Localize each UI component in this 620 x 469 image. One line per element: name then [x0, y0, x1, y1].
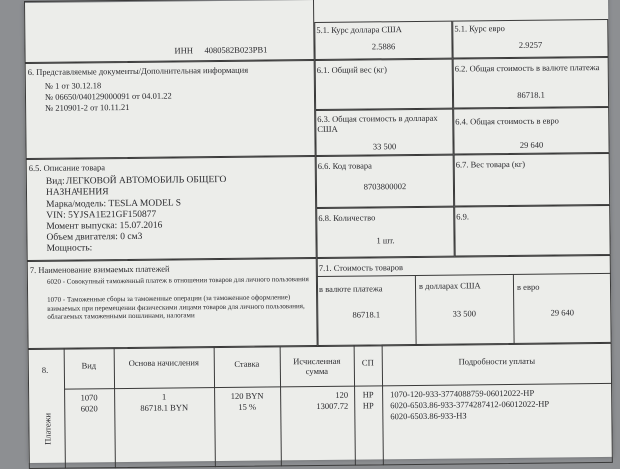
- payment-row-1-rate: 120 BYN: [230, 390, 264, 401]
- payments-description-6020: 6020 - Совокупный таможенный платеж в отношении товаров для личного пользования: [46, 275, 309, 286]
- payments-header-base: Основа начисления: [128, 357, 199, 368]
- payment-row-1-base: 1: [161, 391, 167, 402]
- goods-cost-currency-value: 86718.1: [352, 309, 381, 320]
- total-cost-value: 86718.1: [517, 89, 545, 100]
- payments-header-sum: Исчисленная сумма: [293, 355, 341, 377]
- goods-vin: VIN: 5YJSA1E21GF150877: [46, 209, 157, 221]
- documents-label: 6. Представляемые документы/Дополнительная информация: [27, 64, 249, 78]
- payment-row-1-sum: 120: [335, 389, 349, 400]
- total-weight-label: 6.1. Общий вес (кг): [316, 64, 388, 75]
- payment-row-2-sum: 13007.72: [316, 400, 349, 412]
- goods-release: Момент выпуска: 15.07.2016: [46, 220, 163, 232]
- cost-usd-value: 33 500: [372, 141, 397, 152]
- usd-rate-value: 2.5886: [371, 41, 396, 52]
- document-line-3: № 210901-2 от 10.11.21: [45, 101, 130, 113]
- payment-row-2-rate: 15 %: [238, 401, 257, 412]
- eur-rate-value: 2.9257: [518, 39, 543, 50]
- goods-kind: ЛЕГКОВОЙ АВТОМОБИЛЬ ОБЩЕГО: [65, 174, 227, 187]
- goods-power: Мощность:: [46, 243, 93, 254]
- payments-section-number: 8.: [41, 364, 49, 375]
- payments-header-type: Вид: [81, 360, 97, 371]
- inn-label: ИНН: [174, 45, 193, 56]
- payment-row-1-type: 1070: [80, 392, 98, 403]
- payment-row-2-type: 6020: [80, 403, 98, 414]
- payments-header-sp: СП: [361, 357, 374, 368]
- field-6-9-label: 6.9.: [456, 211, 470, 222]
- goods-kind-2: НАЗНАЧЕНИЯ: [45, 187, 109, 198]
- payment-row-2-details: 6020-6503.86-933-3774287412-06012022-НР: [390, 398, 550, 411]
- field-6-9-box: [454, 205, 611, 257]
- eur-rate-label: 5.1. Курс евро: [454, 23, 505, 34]
- payment-row-1-sp: НР: [362, 389, 374, 400]
- payments-header-rate: Ставка: [234, 358, 260, 369]
- payment-extra-detail: 6020-6503.86-933-НЗ: [390, 410, 467, 422]
- goods-weight-label: 6.7. Вес товара (кг): [455, 158, 526, 170]
- goods-code-value: 8703800002: [363, 181, 407, 192]
- cost-eur-value: 29 640: [519, 139, 544, 150]
- payments-description-1070: 1070 - Таможенные сборы за таможенные операции (за таможенное оформление) взимаемых при перемещении физическими лицами товаров для личного пользования, облагаемых таможенными пошлинами, налогами: [47, 293, 305, 321]
- payments-side-label: Платежи: [42, 412, 53, 445]
- goods-model: Марка/модель: TESLA MODEL S: [46, 198, 182, 210]
- goods-cost-usd-value: 33 500: [452, 308, 477, 319]
- total-cost-label: 6.2. Общая стоимость в валюте платежа: [454, 62, 600, 74]
- payment-row-2-sp: НР: [362, 400, 374, 411]
- payments-description-label: 7. Наименование взимаемых платежей: [29, 263, 170, 276]
- payment-row-1-details: 1070-120-933-3774088759-06012022-НР: [390, 387, 535, 400]
- goods-cost-usd-label: в долларах США: [418, 280, 481, 291]
- document-line-1: № 1 от 30.12.18: [44, 80, 102, 91]
- goods-cost-eur-label: в евро: [516, 281, 540, 292]
- quantity-value: 1 шт.: [376, 235, 395, 246]
- goods-engine: Объем двигателя: 0 см3: [46, 231, 143, 243]
- goods-cost-currency-label: в валюте платежа: [318, 283, 383, 294]
- inn-value: 4080582B023PB1: [204, 44, 268, 56]
- payments-header-details: Подробности уплаты: [458, 355, 536, 367]
- cost-eur-label: 6.4. Общая стоимость в евро: [455, 115, 559, 127]
- goods-cost-label: 7.1. Стоимость товаров: [318, 262, 404, 273]
- top-left-box: [24, 0, 315, 63]
- customs-declaration-form: [24, 0, 613, 463]
- cost-usd-label: 6.3. Общая стоимость в долларах США: [317, 112, 438, 134]
- usd-rate-label: 5.1. Курс доллара США: [316, 24, 402, 35]
- goods-cost-eur-value: 29 640: [550, 307, 575, 318]
- goods-kind-prefix: Вид:: [45, 176, 65, 187]
- goods-description-label: 6.5. Описание товара: [28, 162, 106, 174]
- payment-row-2-base: 86718.1 BYN: [140, 402, 189, 413]
- goods-code-label: 6.6. Код товара: [317, 160, 372, 171]
- document-line-2: № 06650/040129000091 от 04.01.22: [44, 90, 172, 102]
- quantity-label: 6.8. Количество: [318, 212, 376, 223]
